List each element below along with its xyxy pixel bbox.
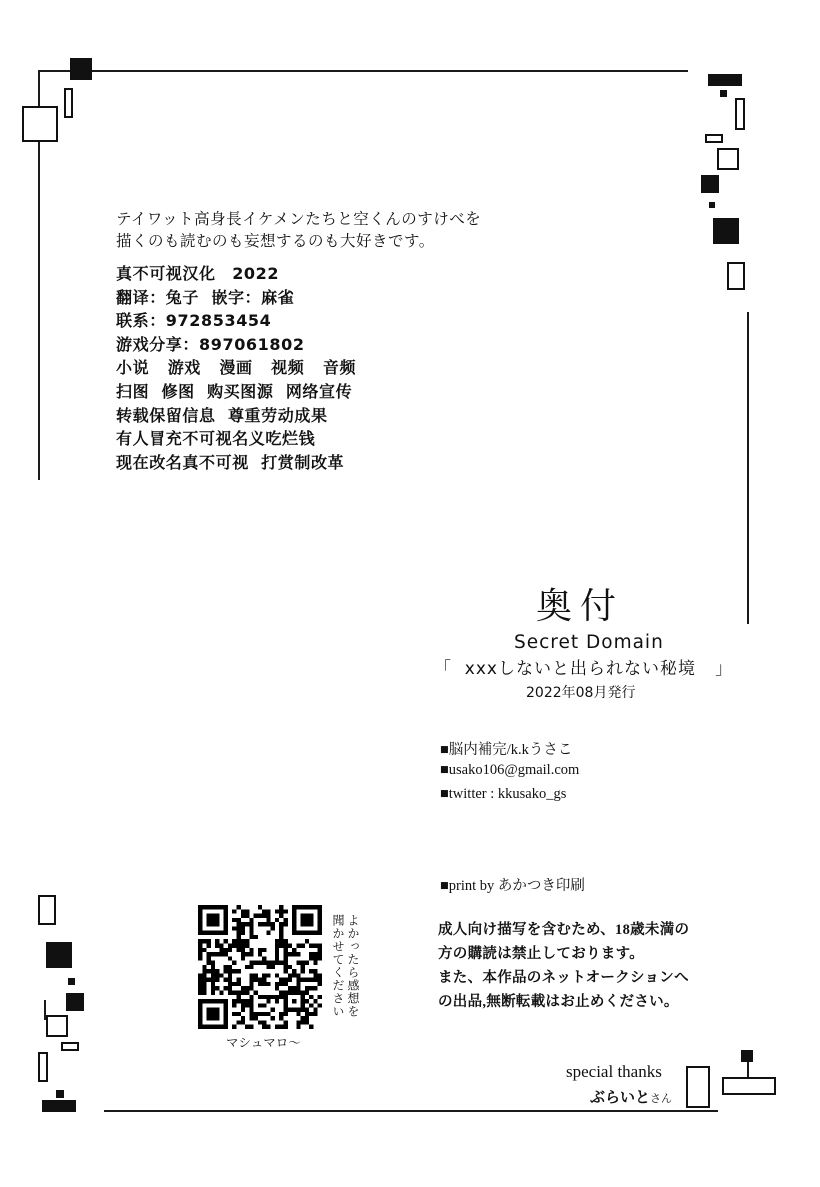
colophon-heading: 奥付 — [536, 586, 625, 627]
frame-bottom-line — [104, 1110, 718, 1112]
deco-dot-filled — [741, 1050, 753, 1062]
deco-dot-filled — [56, 1090, 64, 1098]
deco-bar-open — [722, 1077, 776, 1095]
deco-bar-open — [735, 98, 745, 130]
thanks-name: ぶらいと — [590, 1090, 651, 1106]
author-name: ■脳内補完/k.kうさこ — [440, 742, 573, 758]
special-thanks-name — [590, 1086, 672, 1107]
deco-bar-open — [705, 134, 723, 143]
deco-square-filled — [701, 175, 719, 193]
age-notice — [438, 918, 689, 1014]
notice-line: 成人向け描写を含むため、18歳未満の — [438, 922, 690, 938]
notice-line: の出品,無断転載はお止めください。 — [438, 994, 679, 1010]
credit-line: 扫图 修图 购买图源 网络宣传 — [116, 381, 353, 401]
deco-square-open — [717, 148, 739, 170]
special-thanks-label: special thanks — [566, 1062, 662, 1081]
deco-bar-filled — [708, 74, 742, 86]
printer-credit: ■print by あかつき印刷 — [440, 878, 585, 894]
deco-dot-filled — [709, 202, 715, 208]
credit-line: 小说 游戏 漫画 视频 音频 — [116, 358, 357, 378]
deco-bar-filled — [42, 1100, 76, 1112]
credit-line: 有人冒充不可视名义吃烂钱 — [116, 429, 316, 449]
deco-bar-open — [686, 1066, 710, 1108]
deco-bar-open — [64, 88, 73, 118]
deco-dot-filled — [68, 978, 75, 985]
author-twitter: ■twitter : kkusako_gs — [440, 786, 567, 802]
credit-line: 游戏分享：897061802 — [116, 334, 305, 354]
qr-vertical-text: よかったら感想を聞かせてください — [331, 914, 360, 1018]
deco-bar-open — [38, 895, 56, 925]
author-email: ■usako106@gmail.com — [440, 762, 580, 778]
scanlation-credits — [116, 262, 356, 474]
thanks-suffix: さん — [650, 1093, 673, 1105]
qr-code[interactable] — [198, 905, 322, 1029]
qr-caption: マシュマロ〜 — [226, 1035, 301, 1050]
intro-line: 描くのも読むのも妄想するのも大好きです。 — [116, 232, 435, 250]
deco-square-filled — [66, 993, 84, 1011]
frame-right-line — [747, 312, 749, 624]
notice-line: また、本作品のネットオークションへ — [438, 970, 689, 986]
frame-top-line — [38, 70, 688, 72]
deco-bar-open — [61, 1042, 79, 1051]
deco-square-filled — [70, 58, 92, 80]
frame-bottom-right-stem — [747, 1060, 749, 1078]
book-title-jp: 「 xxxしないと出られない秘境 」 — [434, 659, 734, 679]
credit-line: 真不可视汉化 2022 — [116, 264, 280, 283]
credit-line: 转载保留信息 尊重劳动成果 — [116, 405, 328, 425]
deco-dot-filled — [720, 90, 727, 97]
credit-line: 联系：972853454 — [116, 311, 272, 331]
deco-square-filled — [713, 218, 739, 244]
deco-bar-open — [727, 262, 745, 290]
credit-line: 现在改名真不可视 打赏制改革 — [116, 452, 345, 472]
intro-line: テイワット高身長イケメンたちと空くんのすけべを — [116, 210, 482, 228]
deco-bar-open — [38, 1052, 48, 1082]
author-intro — [116, 208, 481, 252]
deco-square-open — [22, 106, 58, 142]
deco-square-open — [46, 1015, 68, 1037]
credit-line: 翻译：兔子 嵌字：麻雀 — [116, 287, 295, 307]
deco-square-filled — [46, 942, 72, 968]
publish-date: 2022年08月発行 — [526, 685, 636, 701]
notice-line: 方の購読は禁止しております。 — [438, 946, 645, 962]
book-title-en: Secret Domain — [514, 632, 664, 653]
